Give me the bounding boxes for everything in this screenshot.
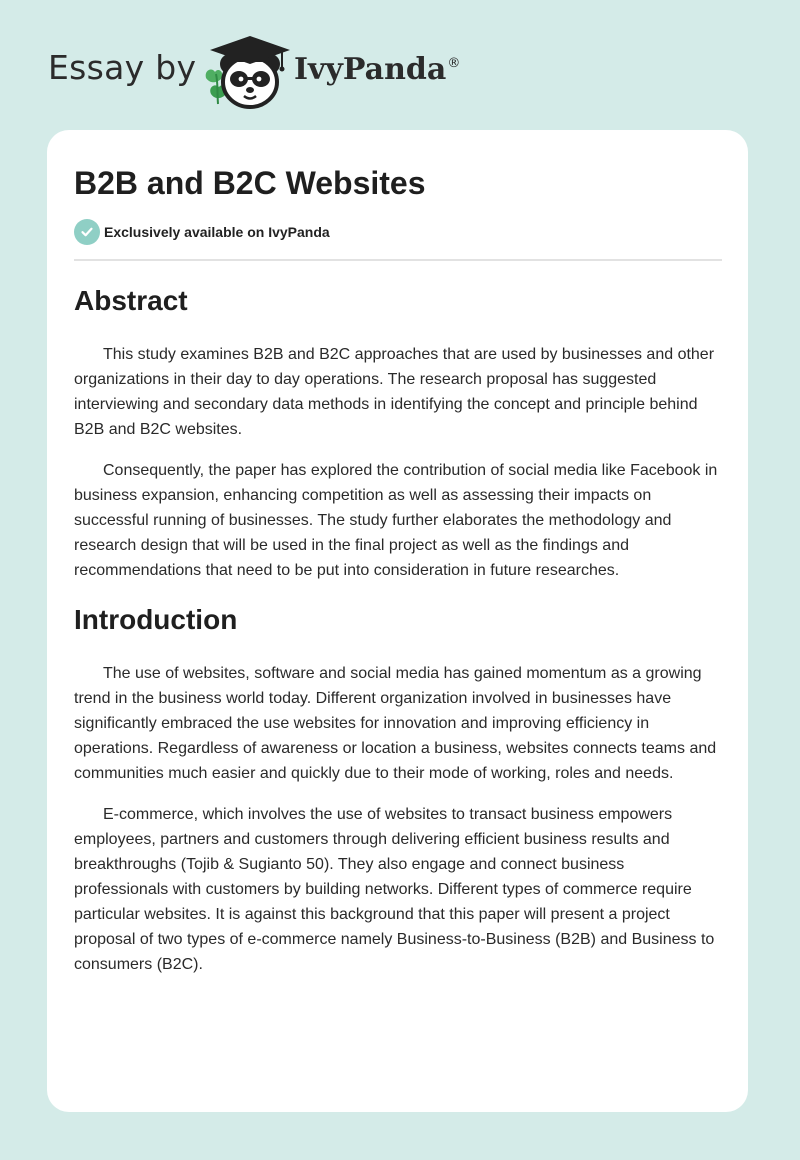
badge-text: Exclusively available on IvyPanda bbox=[104, 224, 330, 240]
section-heading: Abstract bbox=[74, 285, 188, 316]
section-heading: Introduction bbox=[74, 604, 238, 635]
paragraph: E-commerce, which involves the use of websites to transact business empowers employees, partners and customers through delivering efficient business results and breakthroughs (Tojib & Sugianto 50). They also engage and connect business professionals with customers by building networks. Different types of commerce require particular websites. It is against this background that this paper will present a project proposal of two types of e-commerce namely Business-to-Business (B2B) and Business to consumers (B2C). bbox=[74, 806, 715, 973]
essay-by-label: Essay by bbox=[48, 48, 197, 87]
essay-card bbox=[47, 130, 748, 1112]
paragraph: This study examines B2B and B2C approaches that are used by businesses and other organizations in their day to day operations. The research proposal has suggested interviewing and secondary data methods in identifying the concept and principle behind B2B and B2C websites. bbox=[74, 346, 715, 438]
registered-mark: ® bbox=[447, 56, 461, 71]
brand-name: IvyPanda® bbox=[294, 52, 461, 87]
paragraph: Consequently, the paper has explored the contribution of social media like Facebook in business expansion, enhancing competition as well as assessing their impacts on successful running of businesses. The study further elaborates the methodology and research design that will be used in the final project as well as the findings and recommendations that need to be put into consideration in future researches. bbox=[74, 462, 718, 579]
exclusive-badge bbox=[74, 219, 722, 245]
title-divider bbox=[74, 259, 722, 261]
section-introduction bbox=[74, 602, 722, 977]
section-abstract bbox=[74, 283, 722, 583]
panda-graduate-icon bbox=[202, 34, 294, 110]
site-header bbox=[48, 30, 468, 110]
page-title: B2B and B2C Websites bbox=[74, 165, 426, 201]
paragraph: The use of websites, software and social media has gained momentum as a growing trend in the business world today. Different organization involved in businesses have significantly embraced the use websites for innovation and improving efficiency in operations. Regardless of awareness or location a business, websites connects teams and communities much easier and quickly due to their mode of working, roles and needs. bbox=[74, 665, 717, 782]
check-circle-icon bbox=[74, 219, 100, 245]
